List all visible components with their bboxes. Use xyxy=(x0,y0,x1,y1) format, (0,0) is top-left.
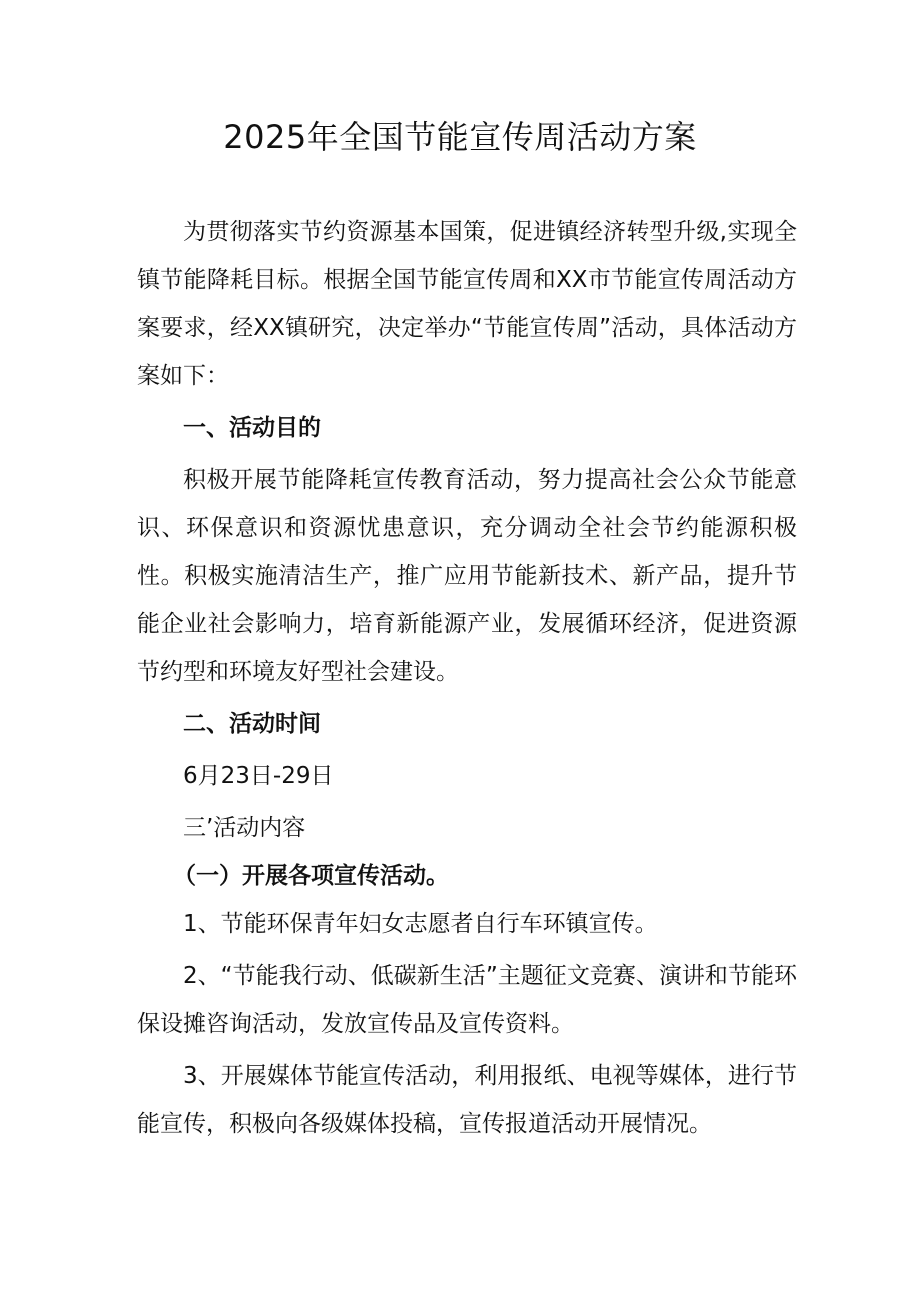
purpose-paragraph: 积极开展节能降耗宣传教育活动，努力提高社会公众节能意识、环保意识和资源忧患意识，充分调动全社会节约能源积极性。积极实施清洁生产，推广应用节能新技术、新产品，提升节能企业社会影响力，培育新能源产业，发展循环经济，促进资源节约型和环境友好型社会建设。 xyxy=(137,467,797,685)
section-heading-time: 二、活动时间 xyxy=(183,711,321,737)
document-body xyxy=(137,208,797,1148)
subsection-heading-publicity: （一）开展各项宣传活动。 xyxy=(173,863,449,889)
time-paragraph: 6月23日-29日 xyxy=(183,763,334,789)
list-item: 3、开展媒体节能宣传活动，利用报纸、电视等媒体，进行节能宣传，积极向各级媒体投稿，宣传报道活动开展情况。 xyxy=(137,1063,797,1137)
list-item: 2、“节能我行动、低碳新生活”主题征文竞赛、演讲和节能环保设摊咨询活动，发放宣传品及宣传资料。 xyxy=(137,963,797,1037)
section-heading-purpose: 一、活动目的 xyxy=(183,415,321,441)
document-title: 2025年全国节能宣传周活动方案 xyxy=(223,118,697,156)
intro-paragraph: 为贯彻落实节约资源基本国策，促进镇经济转型升级,实现全镇节能降耗目标。根据全国节能宣传周和XX市节能宣传周活动方案要求，经XX镇研究，决定举办“节能宣传周”活动，具体活动方案如下： xyxy=(137,219,797,389)
section-heading-content: 三’活动内容 xyxy=(183,815,306,841)
list-item: 1、节能环保青年妇女志愿者自行车环镇宣传。 xyxy=(183,911,658,937)
